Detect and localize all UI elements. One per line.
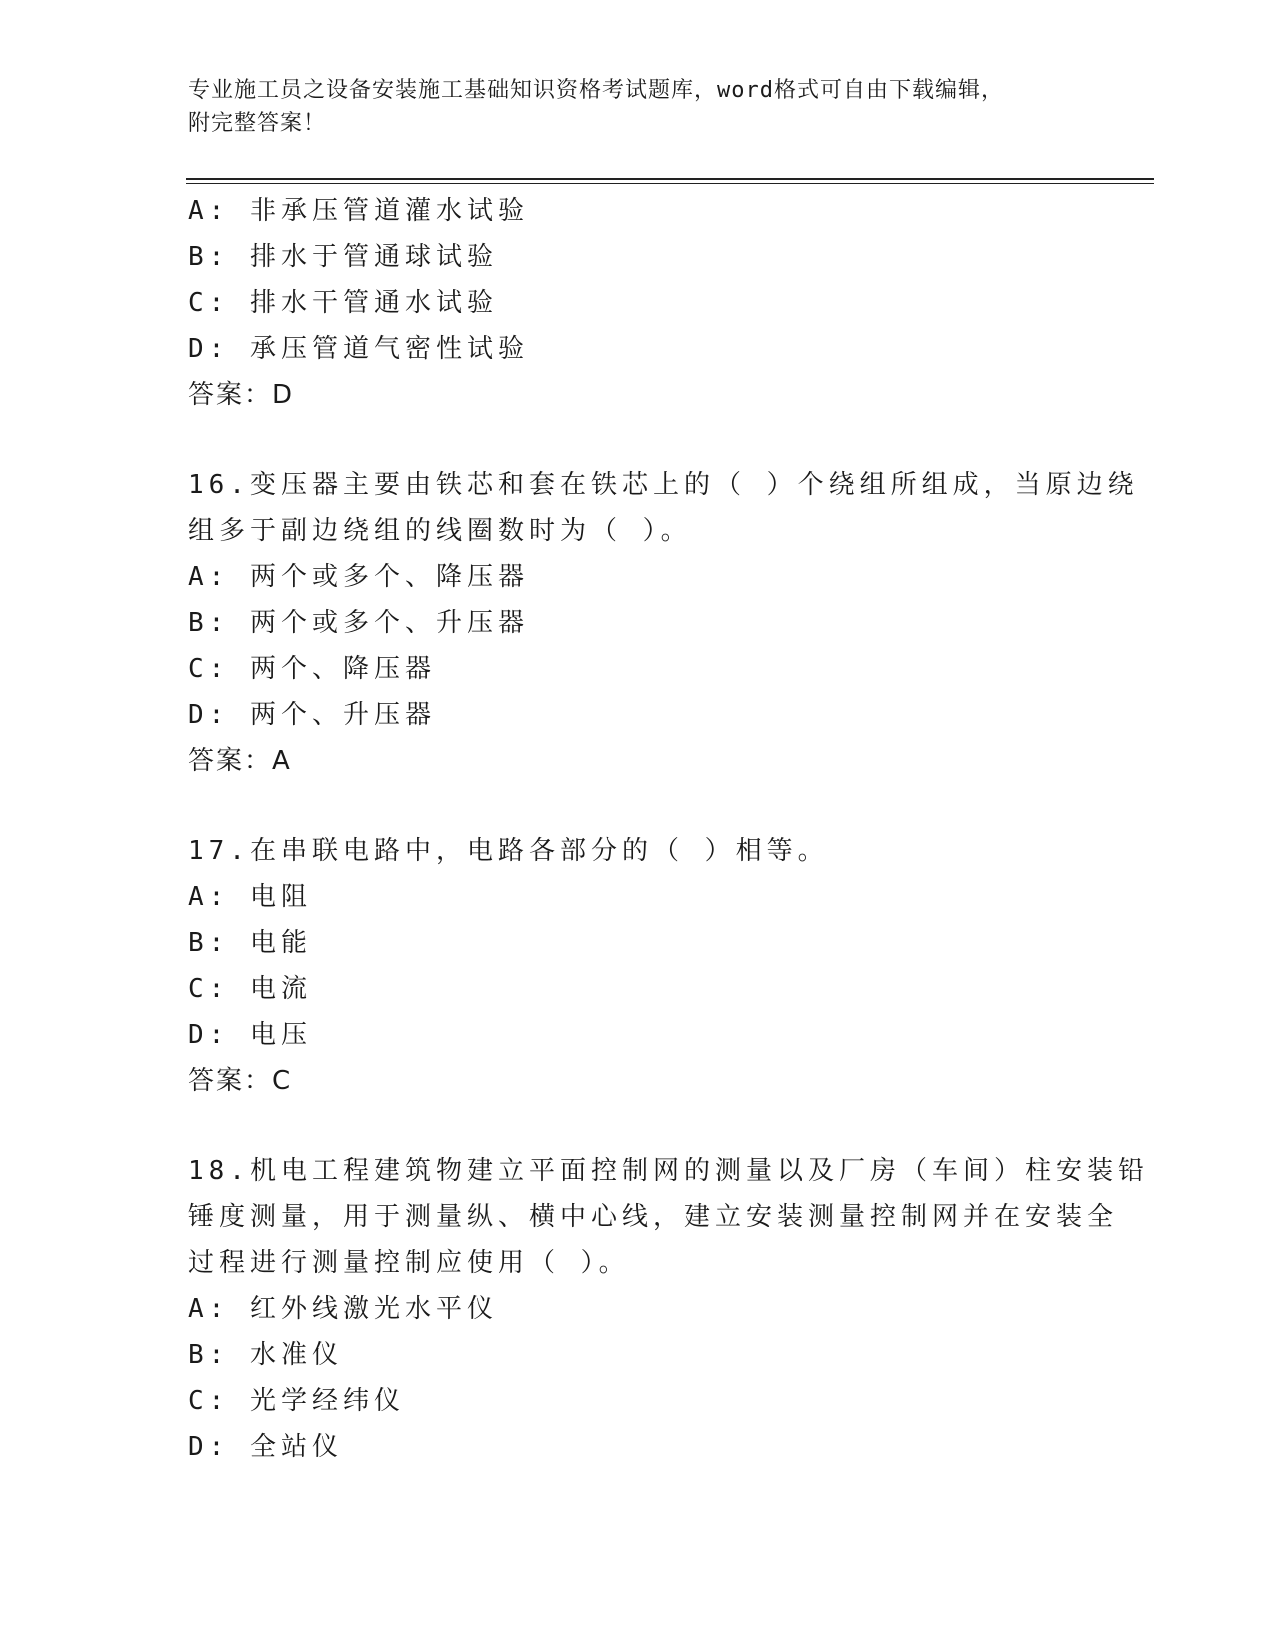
header-divider-top <box>186 178 1154 180</box>
question-17 <box>188 828 1088 1104</box>
option-a: A: 两个或多个、降压器 <box>188 562 529 592</box>
option-b: B: 两个或多个、升压器 <box>188 608 529 638</box>
option-a: A: 电阻 <box>188 882 312 912</box>
answer: 答案：A <box>188 746 292 776</box>
question-text-line-1: 17.在串联电路中，电路各部分的（ ）相等。 <box>188 836 829 866</box>
spacer <box>188 418 1088 462</box>
question-16 <box>188 462 1139 784</box>
question-text-line-1: 16.变压器主要由铁芯和套在铁芯上的（ ）个绕组所组成，当原边绕 <box>188 470 1139 500</box>
answer: 答案：D <box>188 380 295 410</box>
option-c: C: 排水干管通水试验 <box>188 288 498 318</box>
answer: 答案：C <box>188 1066 293 1096</box>
question-text-line-3: 过程进行测量控制应使用（ ）。 <box>188 1248 630 1278</box>
option-c: C: 电流 <box>188 974 312 1004</box>
spacer <box>188 1104 1088 1148</box>
question-content <box>188 188 1149 1470</box>
option-d: D: 两个、升压器 <box>188 700 436 730</box>
option-b: B: 排水于管通球试验 <box>188 242 498 272</box>
option-a: A: 红外线激光水平仪 <box>188 1294 498 1324</box>
option-b: B: 电能 <box>188 928 312 958</box>
option-a: A: 非承压管道灌水试验 <box>188 196 529 226</box>
question-text-line-2: 组多于副边绕组的线圈数时为（ ）。 <box>188 516 692 546</box>
option-b: B: 水准仪 <box>188 1340 343 1370</box>
question-15 <box>188 188 1088 418</box>
option-c: C: 两个、降压器 <box>188 654 436 684</box>
header-line-1: 专业施工员之设备安装施工基础知识资格考试题库，word格式可自由下载编辑， <box>188 78 1004 103</box>
option-c: C: 光学经纬仪 <box>188 1386 405 1416</box>
option-d: D: 电压 <box>188 1020 312 1050</box>
header-divider-bottom <box>186 183 1154 184</box>
header-line-2: 附完整答案！ <box>188 111 327 136</box>
option-d: D: 全站仪 <box>188 1432 343 1462</box>
document-header <box>188 74 1088 140</box>
question-text-line-2: 锤度测量，用于测量纵、横中心线，建立安装测量控制网并在安装全 <box>188 1202 1119 1232</box>
spacer <box>188 784 1088 828</box>
question-18 <box>188 1148 1149 1470</box>
option-d: D: 承压管道气密性试验 <box>188 334 529 364</box>
question-text-line-1: 18.机电工程建筑物建立平面控制网的测量以及厂房（车间）柱安装铅 <box>188 1156 1149 1186</box>
